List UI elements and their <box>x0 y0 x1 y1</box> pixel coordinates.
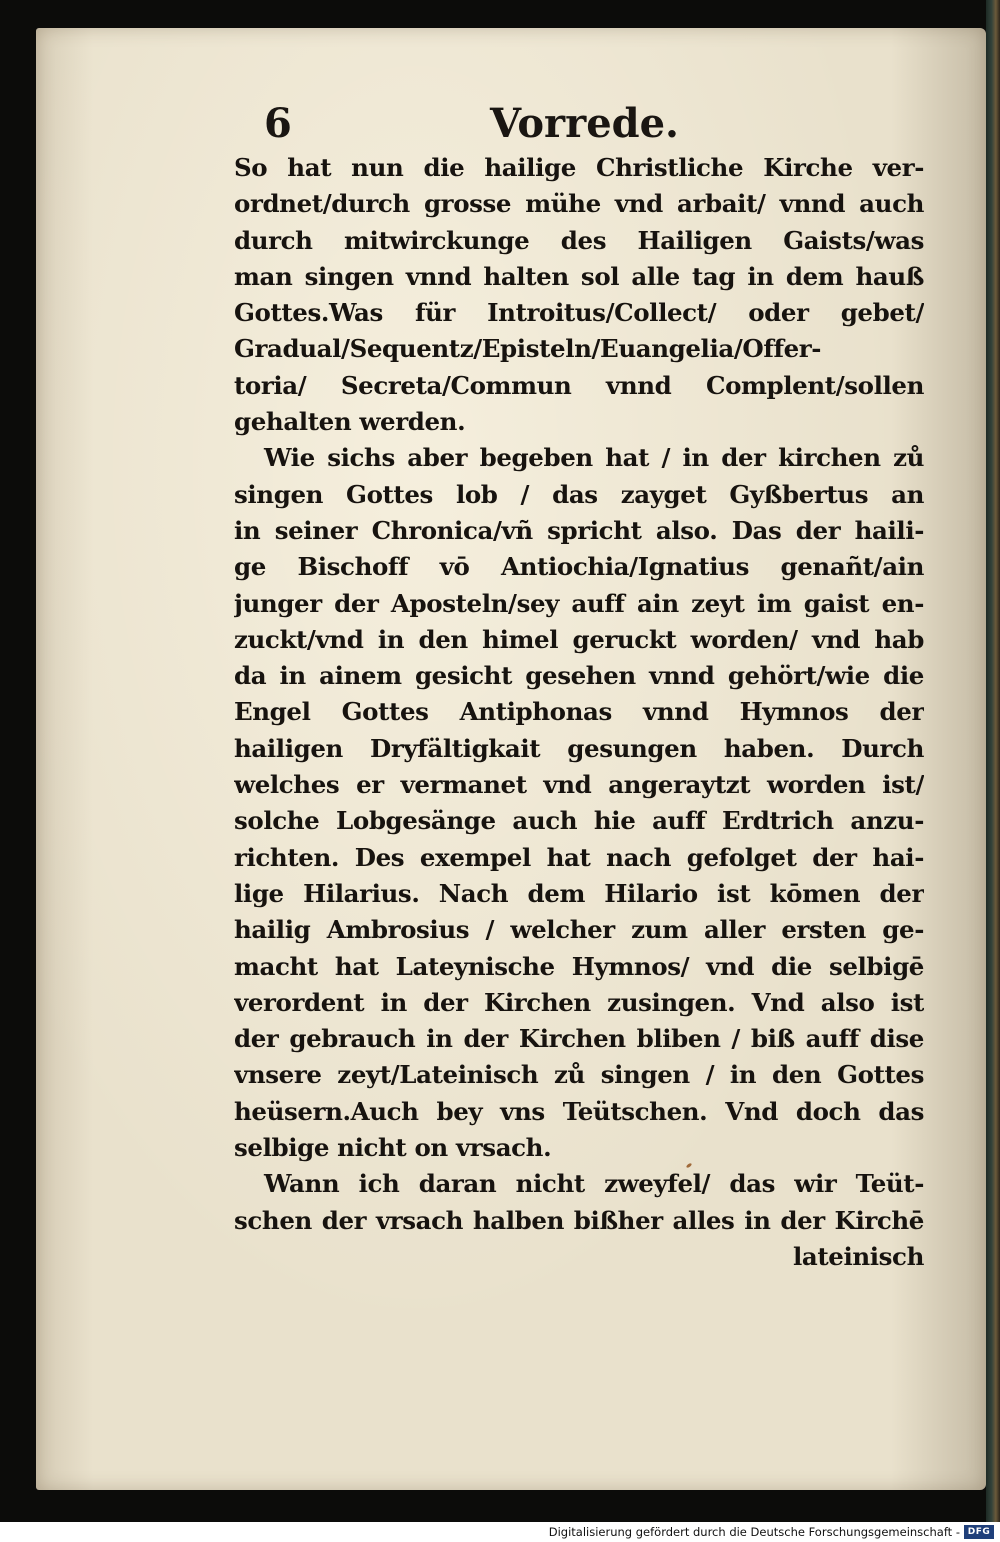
text-line: Gradual/Sequentz/Episteln/Euangelia/Offer- <box>234 334 822 364</box>
text-line: junger der Aposteln/sey auff ain zeyt im gaist en- <box>234 588 924 618</box>
text-line: macht hat Lateynische Hymnos/ vnd die selbigē <box>234 951 924 981</box>
text-line: gehalten werden. <box>234 407 466 437</box>
book-binding-edge <box>986 0 1000 1522</box>
catchword: lateinisch <box>792 1241 924 1271</box>
text-line: man singen vnnd halten sol alle tag in dem hauß <box>234 261 924 291</box>
page-number: 6 <box>264 100 292 147</box>
text-line: So hat nun die hailige Christliche Kirche ver- <box>234 153 924 182</box>
text-line: vnsere zeyt/Lateinisch zů singen / in den Gottes <box>234 1060 924 1090</box>
text-line: Wie sichs aber begeben hat / in der kirchen zů <box>264 443 924 473</box>
paragraph <box>234 1166 924 1239</box>
text-line: Gottes.Was für Introitus/Collect/ oder gebet/ <box>234 298 924 328</box>
text-line: welches er vermanet vnd angeraytzt worden ist/ <box>234 770 924 800</box>
text-line: toria/ Secreta/Commun vnnd Complent/sollen <box>234 370 924 400</box>
footer-credit: Digitalisierung gefördert durch die Deutsche Forschungsgemeinschaft - <box>548 1525 960 1539</box>
text-line: lige Hilarius. Nach dem Hilario ist kōmen der <box>234 878 924 908</box>
text-line: Wann ich daran nicht zweyfel/ das wir Teüt- <box>264 1169 924 1199</box>
paragraph <box>234 150 924 440</box>
text-line: da in ainem gesicht gesehen vnnd gehört/wie die <box>234 661 924 691</box>
text-line: ordnet/durch grosse mühe vnd arbait/ vnnd auch <box>234 189 924 219</box>
text-line: solche Lobgesänge auch hie auff Erdtrich anzu- <box>234 806 924 836</box>
text-line: selbige nicht on vrsach. <box>234 1133 552 1163</box>
footer-bar <box>0 1522 1000 1542</box>
text-line: richten. Des exempel hat nach gefolget der hai- <box>234 842 924 872</box>
text-line: heüsern.Auch bey vns Teütschen. Vnd doch das <box>234 1096 924 1126</box>
text-line: hailig Ambrosius / welcher zum aller ersten ge- <box>234 915 924 945</box>
text-line: hailigen Dryfältigkait gesungen haben. Durch <box>234 733 924 763</box>
page-header <box>232 100 922 156</box>
text-line: Engel Gottes Antiphonas vnnd Hymnos der <box>234 697 924 727</box>
text-line: verordent in der Kirchen zusingen. Vnd also ist <box>234 987 924 1017</box>
text-line: zuckt/vnd in den himel geruckt worden/ vnd hab <box>234 624 924 654</box>
paragraph <box>234 440 924 1166</box>
text-line: der gebrauch in der Kirchen bliben / biß auff dise <box>234 1024 924 1054</box>
text-line: ge Bischoff vō Antiochia/Ignatius genañt/ain <box>234 552 924 582</box>
dfg-logo: DFG <box>964 1525 994 1539</box>
text-line: durch mitwirckunge des Hailigen Gaists/was <box>234 225 924 255</box>
text-line: singen Gottes lob / das zayget Gyßbertus an <box>234 479 924 509</box>
text-line: in seiner Chronica/vñ spricht also. Das der haili- <box>234 515 924 545</box>
body-text <box>234 150 924 1275</box>
running-title: Vorrede. <box>490 100 679 147</box>
text-line: schen der vrsach halben bißher alles in der Kirchē <box>234 1205 924 1235</box>
